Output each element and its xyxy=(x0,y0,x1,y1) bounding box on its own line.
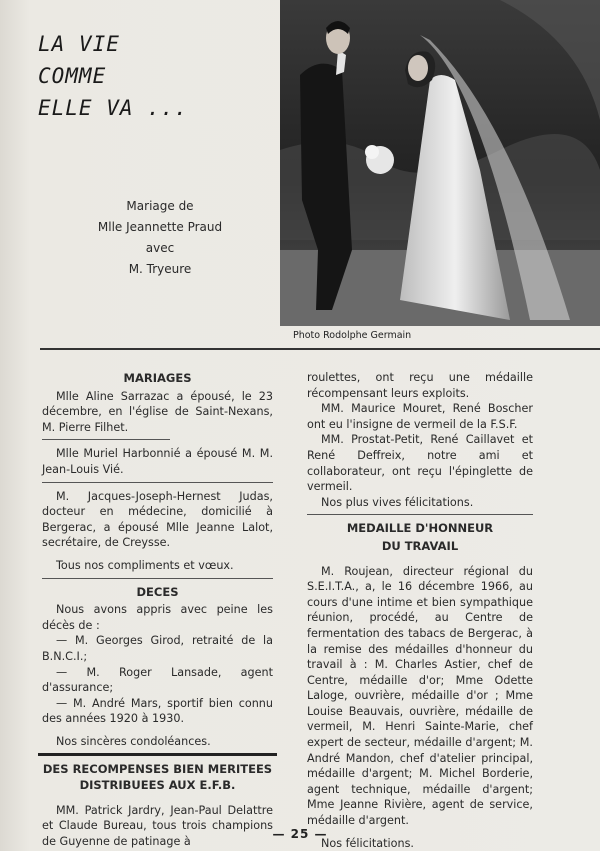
caption-line-4: M. Tryeure xyxy=(128,262,192,276)
mariages-paragraph-4: Tous nos compliments et vœux. xyxy=(56,558,234,572)
deces-paragraph-1: Nous avons appris avec peine les décès de : xyxy=(42,603,273,632)
thick-rule xyxy=(38,753,277,756)
mariages-heading: MARIAGES xyxy=(123,371,192,385)
recompenses-paragraph-1: MM. Patrick Jardry, Jean-Paul Delattre et Claude Bureau, tous trois champions de Guyenne de patinage à xyxy=(42,803,273,848)
mariages-paragraph-3: M. Jacques-Joseph-Hernest Judas, docteur en médecine, domicilié à Bergerac, a épousé Mlle Jeanne Lalot, secrétaire, de Creysse. xyxy=(42,489,273,550)
wedding-photo xyxy=(280,0,600,326)
recompenses-paragraph-2: MM. Maurice Mouret, René Boscher ont eu l'insigne de vermeil de la F.S.F. xyxy=(307,402,533,431)
medaille-paragraph-2: Nos félicitations. xyxy=(321,836,414,850)
recompenses-paragraph-1-continued: roulettes, ont reçu une médaille récompensant leurs exploits. xyxy=(307,371,533,400)
short-rule xyxy=(42,439,170,440)
deces-paragraph-3: — M. Roger Lansade, agent d'assurance; xyxy=(42,665,273,695)
headline-line-2: COMME xyxy=(38,64,107,88)
section-divider xyxy=(40,348,600,350)
caption-line-3: avec xyxy=(145,241,175,255)
deces-paragraph-2: — M. Georges Girod, retraité de la B.N.C.I.; xyxy=(42,634,273,663)
caption-line-1: Mariage de xyxy=(126,199,194,213)
left-column xyxy=(42,371,273,849)
deces-heading: DECES xyxy=(136,584,179,599)
rule xyxy=(42,578,273,579)
headline-line-1: LA VIE xyxy=(38,32,120,56)
deces-paragraph-4: — M. André Mars, sportif bien connu des années 1920 à 1930. xyxy=(42,696,273,726)
headline-line-3: ELLE VA ... xyxy=(38,96,189,120)
medaille-heading-2: DU TRAVAIL xyxy=(381,538,459,553)
caption-line-2: Mlle Jeannette Praud xyxy=(97,220,223,234)
photo-caption xyxy=(60,196,260,280)
page-number: — 25 — xyxy=(272,827,328,841)
photo-credit: Photo Rodolphe Germain xyxy=(293,330,412,341)
mariages-paragraph-1: Mlle Aline Sarrazac a épousé, le 23 décembre, en l'église de Saint-Nexans, M. Pierre Filhet. xyxy=(42,389,273,434)
right-column xyxy=(307,370,533,851)
recompenses-paragraph-4: Nos plus vives félicitations. xyxy=(321,495,474,509)
page-headline xyxy=(38,28,258,124)
recompenses-paragraph-3: MM. Prostat-Petit, René Caillavet et René Deffreix, notre ami et collaborateur, ont reçu l'épinglette de vermeil. xyxy=(307,433,533,494)
rule xyxy=(307,514,533,515)
rule xyxy=(42,482,273,483)
medaille-paragraph-1: M. Roujean, directeur régional du S.E.I.T.A., a, le 16 décembre 1966, au cours d'une intime et bien sympathique réunion, procédé, au Centre de fermentation des tabacs de Bergerac, à la remise des médailles d'honneur du travail à : M. Charles Astier, chef de Centre, médaille d'or; Mme Odette Laloge, ouvrière, médaille d'or ; Mme Louise Beauvais, ouvrière, médaille de vermeil, M. Henri Sainte-Marie, chef expert de secteur, médaille d'argent; M. André Mandon, chef d'atelier principal, médaille d'argent; M. Michel Borderie, agent technique, médaille d'argent; Mme Jeanne Rivière, agent de service, médaille d'argent. xyxy=(307,564,533,828)
mariages-paragraph-2: Mlle Muriel Harbonnié a épousé M. M. Jean-Louis Vié. xyxy=(42,447,273,476)
deces-paragraph-5: Nos sincères condoléances. xyxy=(56,734,211,748)
medaille-heading-1: MEDAILLE D'HONNEUR xyxy=(346,521,494,536)
recompenses-heading: DES RECOMPENSES BIEN MERITEES DISTRIBUEES AUX E.F.B. xyxy=(42,762,273,793)
